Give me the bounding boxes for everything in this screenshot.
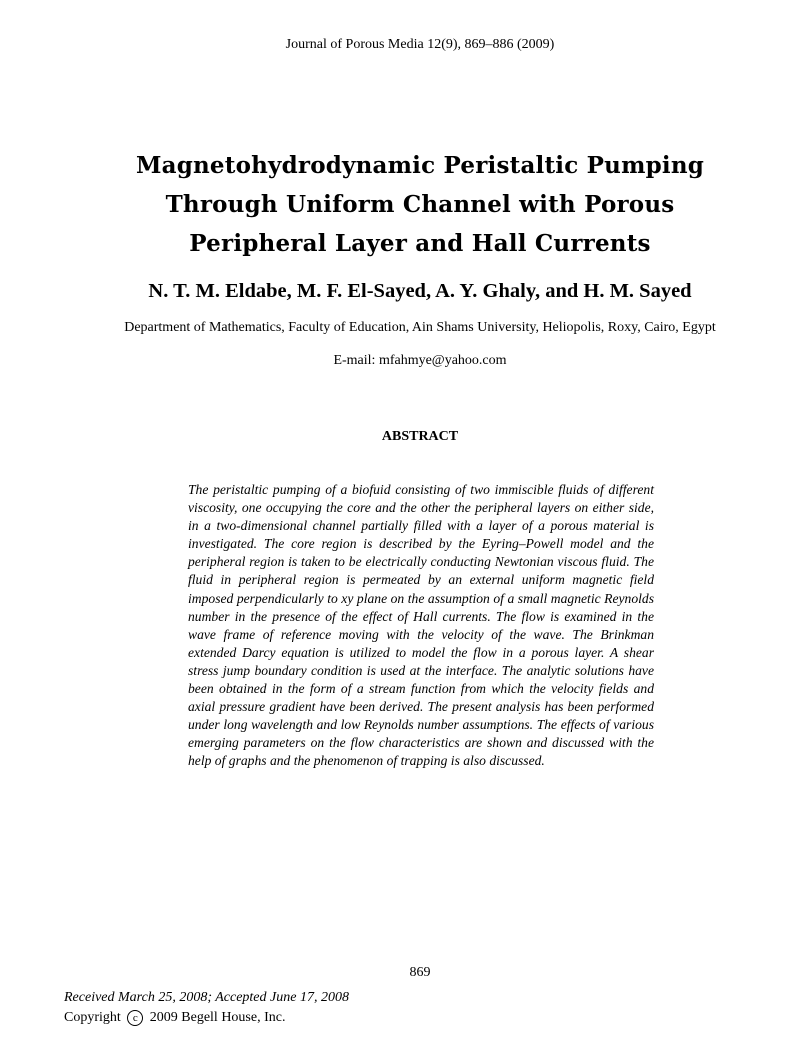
page-number: 869: [409, 965, 431, 980]
journal-citation: Journal of Porous Media 12(9), 869–886 (2009): [285, 37, 555, 52]
title-line-2: Through Uniform Channel with Porous: [165, 191, 675, 218]
title-line-3: Peripheral Layer and Hall Currents: [189, 230, 651, 257]
copyright-icon: c: [127, 1010, 143, 1026]
received-accepted-dates: Received March 25, 2008; Accepted June 17, 2008: [64, 990, 349, 1005]
abstract-heading: ABSTRACT: [381, 429, 459, 444]
copyright-notice: [64, 1010, 285, 1026]
affiliation: Department of Mathematics, Faculty of Education, Ain Shams University, Heliopolis, Roxy, Cairo, Egypt: [124, 320, 716, 335]
abstract-text: The peristaltic pumping of a biofuid consisting of two immiscible fluids of different viscosity, one occupying the core and the other the peripheral layers on either side, in a two-dimensional channel partially filled with a layer of a porous material is investigated. The core region is described by the Eyring–Powell model and the peripheral region is taken to be electrically conducting Newtonian viscous fluid. The fluid in peripheral region is permeated by an external uniform magnetic field imposed perpendicularly to xy plane on the assumption of a small magnetic Reynolds number in the presence of the effect of Hall currents. The flow is examined in the wave frame of reference moving with the velocity of the wave. The Brinkman extended Darcy equation is utilized to model the flow in a porous layer. A shear stress jump boundary condition is used at the interface. The analytic solutions have been obtained in the form of a stream function from which the velocity fields and axial pressure gradient have been derived. The present analysis has been performed under long wavelength and low Reynolds number assumptions. The effects of various emerging parameters on the flow characteristics are shown and discussed with the help of graphs and the phenomenon of trapping is also discussed.: [188, 482, 654, 769]
paper-title: [0, 146, 810, 263]
copyright-holder: 2009 Begell House, Inc.: [149, 1010, 286, 1025]
author-list: N. T. M. Eldabe, M. F. El-Sayed, A. Y. Ghaly, and H. M. Sayed: [148, 280, 692, 302]
title-line-1: Magnetohydrodynamic Peristaltic Pumping: [135, 152, 705, 179]
contact-email: E-mail: mfahmye@yahoo.com: [333, 353, 507, 368]
copyright-prefix: Copyright: [64, 1010, 121, 1025]
